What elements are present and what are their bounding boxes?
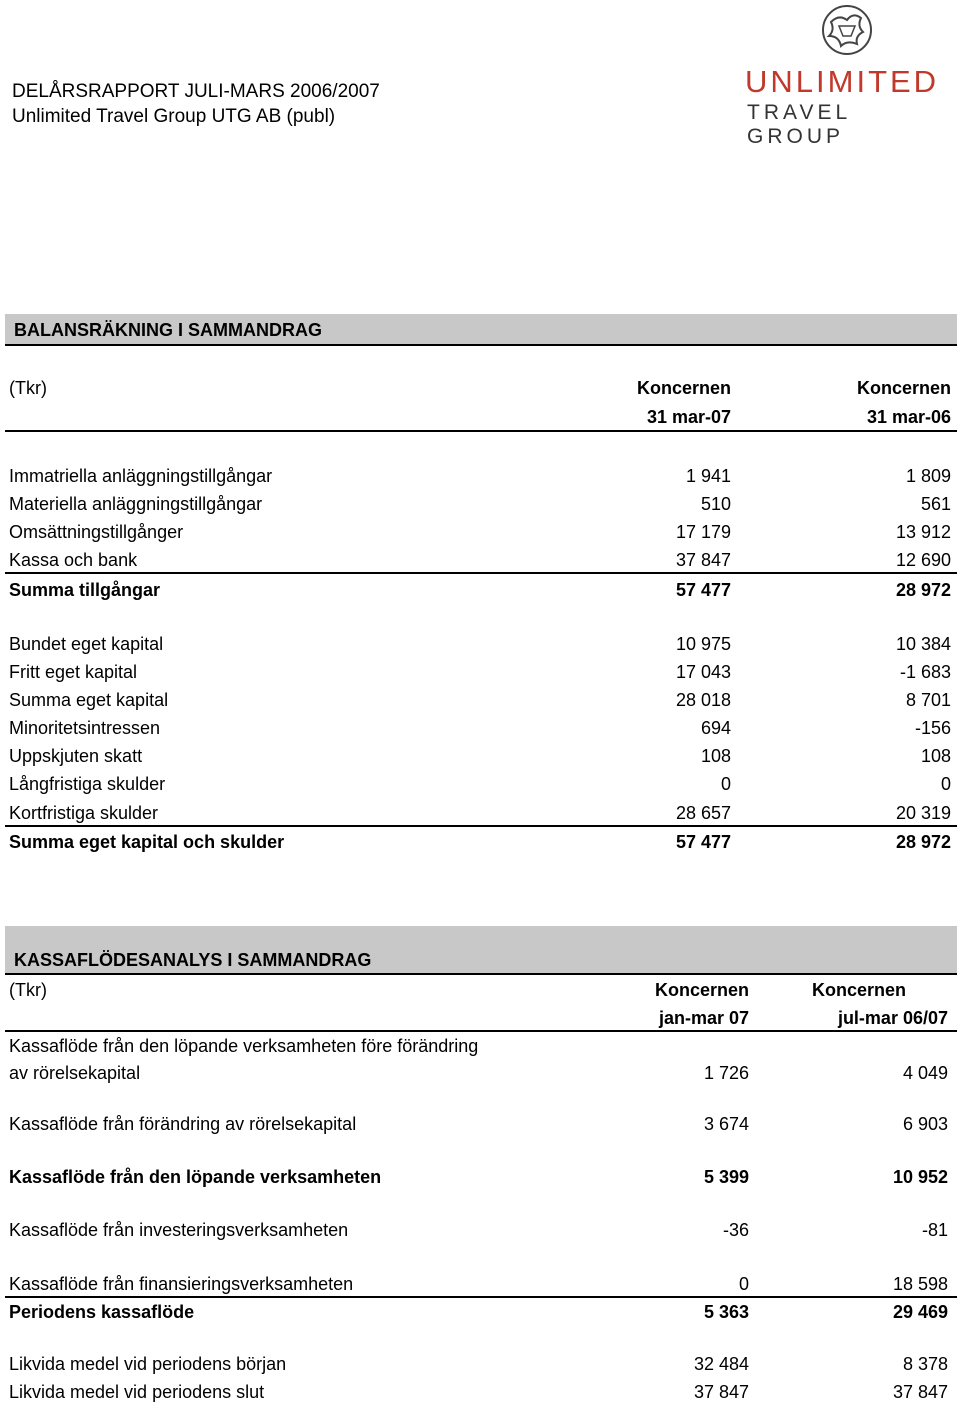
row-value-1: 57 477 bbox=[675, 580, 731, 600]
row-label: Kassaflöde från förändring av rörelsekapital bbox=[9, 1114, 357, 1134]
cashflow-col2-head: Koncernen bbox=[812, 980, 907, 1000]
company-name: Unlimited Travel Group UTG AB (publ) bbox=[12, 106, 336, 127]
logo-word-unlimited: UNLIMITED bbox=[745, 64, 940, 99]
row-value-2: 8 378 bbox=[902, 1354, 948, 1374]
cashflow-col1-head: Koncernen bbox=[654, 980, 749, 1000]
row-value-1: 694 bbox=[700, 718, 731, 738]
row-value-2: 561 bbox=[920, 494, 951, 514]
row-value-1: -36 bbox=[722, 1220, 749, 1240]
cashflow-col2-period: jul-mar 06/07 bbox=[837, 1008, 948, 1028]
row-value-2: 20 319 bbox=[895, 803, 951, 823]
row-label: Kassaflöde från den löpande verksamheten före förändring bbox=[9, 1036, 479, 1056]
balance-col1-date: 31 mar-07 bbox=[646, 407, 731, 427]
row-label: Långfristiga skulder bbox=[9, 774, 166, 794]
row-label: Immatriella anläggningstillgångar bbox=[9, 466, 273, 486]
table-row bbox=[0, 774, 960, 796]
row-value-2: 10 952 bbox=[892, 1167, 948, 1187]
table-row bbox=[0, 662, 960, 684]
row-value-2: -1 683 bbox=[899, 662, 951, 682]
row-value-1: 28 018 bbox=[675, 690, 731, 710]
table-row bbox=[0, 466, 960, 488]
row-label: Summa eget kapital och skulder bbox=[9, 832, 285, 852]
balance-col2-head: Koncernen bbox=[856, 378, 951, 398]
row-value-1: 57 477 bbox=[675, 832, 731, 852]
row-value-2: 13 912 bbox=[895, 522, 951, 542]
report-title: DELÅRSRAPPORT JULI-MARS 2006/2007 bbox=[12, 81, 380, 102]
row-label: av rörelsekapital bbox=[9, 1063, 141, 1083]
row-value-2: 8 701 bbox=[905, 690, 951, 710]
table-row bbox=[0, 494, 960, 516]
row-value-2: 28 972 bbox=[895, 580, 951, 600]
row-label: Omsättningstillgånger bbox=[9, 522, 184, 542]
balance-header-row-1 bbox=[0, 378, 960, 400]
row-value-2: 6 903 bbox=[902, 1114, 948, 1134]
row-value-1: 10 975 bbox=[675, 634, 731, 654]
row-value-1: 37 847 bbox=[675, 550, 731, 570]
cashflow-unit: (Tkr) bbox=[9, 980, 47, 1000]
balance-col1-head: Koncernen bbox=[636, 378, 731, 398]
row-value-1: 510 bbox=[700, 494, 731, 514]
table-row bbox=[0, 718, 960, 740]
row-value-2: 4 049 bbox=[902, 1063, 948, 1083]
table-row bbox=[0, 690, 960, 712]
row-value-2: -81 bbox=[921, 1220, 948, 1240]
row-label: Kassa och bank bbox=[9, 550, 138, 570]
balance-col2-date: 31 mar-06 bbox=[866, 407, 951, 427]
row-label: Likvida medel vid periodens början bbox=[9, 1354, 287, 1374]
row-value-1: 28 657 bbox=[675, 803, 731, 823]
row-value-1: 108 bbox=[700, 746, 731, 766]
cashflow-col1-period: jan-mar 07 bbox=[658, 1008, 749, 1028]
total-rule bbox=[5, 572, 957, 574]
row-value-1: 0 bbox=[738, 1274, 749, 1294]
row-value-1: 17 179 bbox=[675, 522, 731, 542]
balance-header-rule bbox=[5, 430, 957, 432]
row-value-1: 3 674 bbox=[703, 1114, 749, 1134]
cashflow-header-rule bbox=[5, 1030, 957, 1032]
row-value-2: 1 809 bbox=[905, 466, 951, 486]
row-label: Kortfristiga skulder bbox=[9, 803, 159, 823]
row-label: Uppskjuten skatt bbox=[9, 746, 143, 766]
balance-unit: (Tkr) bbox=[9, 378, 47, 398]
row-label: Fritt eget kapital bbox=[9, 662, 138, 682]
balance-header-row-2 bbox=[0, 407, 960, 429]
row-label: Kassaflöde från den löpande verksamheten bbox=[9, 1167, 382, 1187]
row-value-1: 17 043 bbox=[675, 662, 731, 682]
row-value-2: 108 bbox=[920, 746, 951, 766]
row-value-2: 18 598 bbox=[892, 1274, 948, 1294]
row-value-2: 0 bbox=[940, 774, 951, 794]
table-row bbox=[0, 634, 960, 656]
row-value-2: 10 384 bbox=[895, 634, 951, 654]
company-logo bbox=[745, 2, 955, 148]
cashflow-section-title: KASSAFLÖDESANALYS I SAMMANDRAG bbox=[14, 950, 372, 970]
row-value-1: 5 399 bbox=[703, 1167, 749, 1187]
row-label: Bundet eget kapital bbox=[9, 634, 164, 654]
row-value-1: 0 bbox=[720, 774, 731, 794]
row-value-1: 1 941 bbox=[685, 466, 731, 486]
row-value-1: 1 726 bbox=[703, 1063, 749, 1083]
row-label: Kassaflöde från investeringsverksamheten bbox=[9, 1220, 349, 1240]
row-label: Minoritetsintressen bbox=[9, 718, 161, 738]
row-value-2: 29 469 bbox=[892, 1302, 948, 1322]
logo-word-travel-group: TRAVEL GROUP bbox=[747, 101, 851, 148]
row-label: Materiella anläggningstillgångar bbox=[9, 494, 263, 514]
row-value-1: 37 847 bbox=[693, 1382, 749, 1402]
cashflow-section-band bbox=[5, 926, 957, 975]
row-label: Periodens kassaflöde bbox=[9, 1302, 195, 1322]
balance-section-band bbox=[5, 314, 957, 346]
total-rule bbox=[5, 825, 957, 827]
balance-section-title: BALANSRÄKNING I SAMMANDRAG bbox=[14, 320, 322, 340]
row-value-1: 32 484 bbox=[693, 1354, 749, 1374]
table-row bbox=[0, 803, 960, 825]
table-row-total bbox=[0, 832, 960, 854]
table-row-total bbox=[0, 580, 960, 602]
row-value-2: 37 847 bbox=[892, 1382, 948, 1402]
table-row bbox=[0, 522, 960, 544]
total-rule bbox=[5, 1296, 957, 1298]
row-label: Summa tillgångar bbox=[9, 580, 161, 600]
row-label: Likvida medel vid periodens slut bbox=[9, 1382, 265, 1402]
table-row bbox=[0, 550, 960, 572]
row-value-1: 5 363 bbox=[703, 1302, 749, 1322]
globe-icon bbox=[817, 2, 877, 62]
row-value-2: -156 bbox=[914, 718, 951, 738]
table-row bbox=[0, 746, 960, 768]
row-value-2: 28 972 bbox=[895, 832, 951, 852]
row-value-2: 12 690 bbox=[895, 550, 951, 570]
row-label: Summa eget kapital bbox=[9, 690, 169, 710]
row-label: Kassaflöde från finansieringsverksamheten bbox=[9, 1274, 354, 1294]
